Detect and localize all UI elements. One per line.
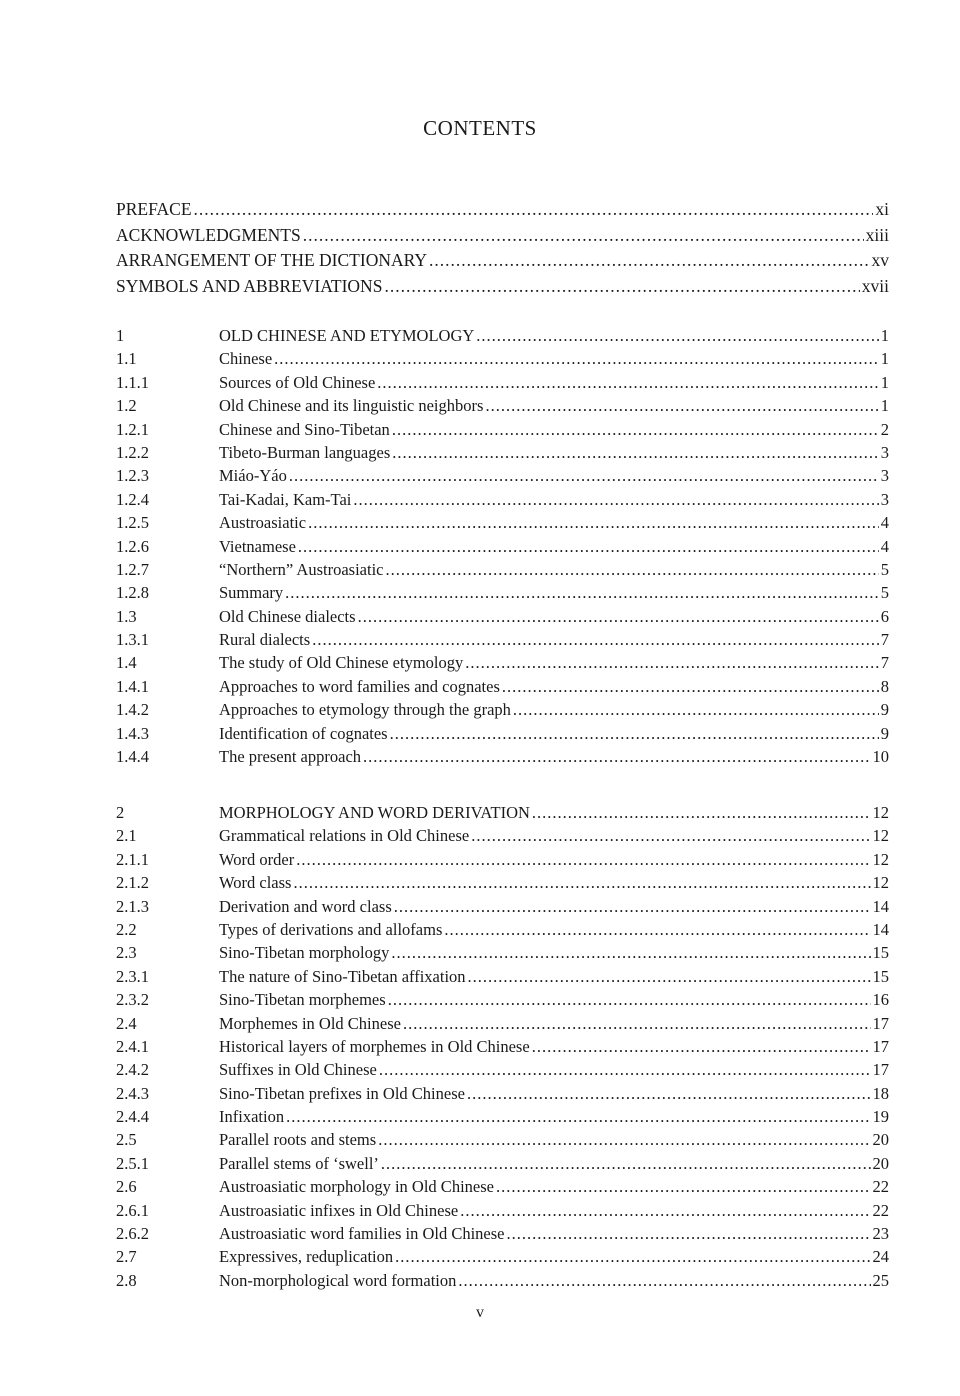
toc-entry-number: 1.2.5 bbox=[116, 513, 149, 533]
toc-entry[interactable] bbox=[116, 826, 889, 849]
toc-entry-label: Chinese bbox=[219, 349, 273, 369]
toc-entry-page: 19 bbox=[872, 1107, 889, 1127]
toc-entry-page: 6 bbox=[880, 606, 889, 626]
toc-entry-label: Sino-Tibetan prefixes in Old Chinese bbox=[219, 1083, 465, 1103]
toc-entry-label: Morphemes in Old Chinese bbox=[219, 1013, 401, 1033]
toc-entry-label: Sino-Tibetan morphology bbox=[219, 943, 390, 963]
toc-entry[interactable] bbox=[116, 1247, 889, 1270]
toc-entry[interactable] bbox=[116, 700, 889, 723]
toc-entry-page: 15 bbox=[872, 966, 889, 986]
dot-leader bbox=[394, 897, 871, 917]
dot-leader bbox=[303, 225, 864, 246]
toc-entry-number: 2.3 bbox=[116, 943, 137, 963]
toc-entry-label: The study of Old Chinese etymology bbox=[219, 653, 464, 673]
front-matter-list bbox=[116, 199, 889, 301]
toc-entry-number: 2.2 bbox=[116, 919, 137, 939]
toc-entry[interactable] bbox=[116, 630, 889, 653]
dot-leader bbox=[468, 967, 871, 987]
toc-entry-page: 9 bbox=[880, 723, 889, 743]
dot-leader bbox=[395, 1247, 870, 1267]
toc-entry-label: Non-morphological word formation bbox=[219, 1270, 457, 1290]
toc-entry-number: 2.4.2 bbox=[116, 1060, 149, 1080]
toc-entry-label: MORPHOLOGY AND WORD DERIVATION bbox=[219, 803, 530, 822]
toc-entry[interactable] bbox=[116, 513, 889, 536]
dot-leader bbox=[377, 373, 878, 393]
dot-leader bbox=[388, 990, 871, 1010]
chapter-2-list bbox=[116, 803, 889, 1294]
dot-leader bbox=[476, 326, 878, 346]
toc-entry-number: 1.2 bbox=[116, 396, 137, 416]
toc-entry-page: 2 bbox=[880, 419, 889, 439]
toc-entry-label: OLD CHINESE AND ETYMOLOGY bbox=[219, 326, 475, 345]
toc-entry-label: Rural dialects bbox=[219, 630, 311, 650]
toc-entry-label: Word order bbox=[219, 849, 295, 869]
toc-entry-number: 2.4.4 bbox=[116, 1107, 149, 1127]
toc-entry-label: Types of derivations and allofams bbox=[219, 919, 443, 939]
dot-leader bbox=[532, 803, 871, 823]
toc-entry[interactable] bbox=[116, 1177, 889, 1200]
toc-entry-page: 3 bbox=[880, 442, 889, 462]
dot-leader bbox=[467, 1084, 871, 1104]
dot-leader bbox=[485, 396, 878, 416]
toc-entry[interactable] bbox=[116, 920, 889, 943]
toc-entry-label: Austroasiatic infixes in Old Chinese bbox=[219, 1200, 459, 1220]
toc-entry[interactable] bbox=[116, 724, 889, 747]
dot-leader bbox=[465, 653, 878, 673]
toc-entry-label: Historical layers of morphemes in Old Chinese bbox=[219, 1036, 530, 1056]
toc-entry-number: 1.4 bbox=[116, 653, 137, 673]
toc-entry-page: 17 bbox=[872, 1013, 889, 1033]
toc-entry-number: 2.3.2 bbox=[116, 990, 149, 1010]
toc-entry-page: 7 bbox=[880, 653, 889, 673]
toc-entry-number: 2.4.1 bbox=[116, 1036, 149, 1056]
toc-entry-page: 5 bbox=[880, 559, 889, 579]
toc-entry-page: 14 bbox=[872, 919, 889, 939]
toc-entry-page: 1 bbox=[880, 326, 889, 345]
toc-entry-page: xv bbox=[871, 250, 889, 270]
dot-leader bbox=[502, 677, 879, 697]
dot-leader bbox=[312, 630, 879, 650]
toc-entry-page: 10 bbox=[872, 747, 889, 767]
toc-entry-number: 1.3 bbox=[116, 606, 137, 626]
toc-entry-number: 1.2.1 bbox=[116, 419, 149, 439]
dot-leader bbox=[392, 420, 879, 440]
toc-entry-page: 15 bbox=[872, 943, 889, 963]
toc-entry-label: Expressives, reduplication bbox=[219, 1247, 394, 1267]
dot-leader bbox=[460, 1201, 870, 1221]
toc-entry-label: Word class bbox=[219, 873, 292, 893]
toc-entry-page: 12 bbox=[872, 826, 889, 846]
toc-entry-label: Approaches to etymology through the graph bbox=[219, 700, 511, 720]
toc-entry-label: PREFACE bbox=[116, 199, 192, 219]
toc-entry-page: 24 bbox=[872, 1247, 889, 1267]
toc-entry[interactable] bbox=[116, 990, 889, 1013]
toc-entry[interactable] bbox=[116, 225, 889, 251]
toc-entry[interactable] bbox=[116, 199, 889, 225]
toc-entry-label: Infixation bbox=[219, 1107, 285, 1127]
toc-entry-number: 2.1.1 bbox=[116, 849, 149, 869]
toc-entry-number: 1 bbox=[116, 326, 125, 345]
toc-entry[interactable] bbox=[116, 1084, 889, 1107]
dot-leader bbox=[458, 1271, 870, 1291]
toc-entry-page: 9 bbox=[880, 700, 889, 720]
toc-entry[interactable] bbox=[116, 373, 889, 396]
dot-leader bbox=[298, 537, 879, 557]
toc-entry[interactable] bbox=[116, 250, 889, 276]
toc-entry-number: 1.4.4 bbox=[116, 747, 149, 767]
toc-entry-number: 1.2.7 bbox=[116, 559, 149, 579]
toc-entry[interactable] bbox=[116, 967, 889, 990]
toc-entry-label: Sources of Old Chinese bbox=[219, 372, 376, 392]
toc-entry-number: 2.1.3 bbox=[116, 896, 149, 916]
toc-entry-page: 12 bbox=[872, 803, 889, 822]
toc-entry[interactable] bbox=[116, 396, 889, 419]
toc-entry-number: 2.6.1 bbox=[116, 1200, 149, 1220]
toc-entry-number: 2.1 bbox=[116, 826, 137, 846]
dot-leader bbox=[286, 1107, 870, 1127]
dot-leader bbox=[353, 490, 878, 510]
toc-entry-page: 4 bbox=[880, 536, 889, 556]
dot-leader bbox=[532, 1037, 871, 1057]
toc-entry-page: 1 bbox=[880, 372, 889, 392]
toc-entry-page: 22 bbox=[872, 1177, 889, 1197]
dot-leader bbox=[274, 349, 879, 369]
toc-entry-number: 2.3.1 bbox=[116, 966, 149, 986]
toc-entry-label: Old Chinese and its linguistic neighbors bbox=[219, 396, 484, 416]
chapter-1-list bbox=[116, 326, 889, 770]
toc-entry-number: 2.4.3 bbox=[116, 1083, 149, 1103]
toc-entry-page: 1 bbox=[880, 349, 889, 369]
toc-entry[interactable] bbox=[116, 1037, 889, 1060]
dot-leader bbox=[392, 443, 879, 463]
toc-entry-label: “Northern” Austroasiatic bbox=[219, 559, 384, 579]
toc-entry[interactable] bbox=[116, 583, 889, 606]
toc-entry[interactable] bbox=[116, 897, 889, 920]
toc-entry-label: Miáo-Yáo bbox=[219, 466, 287, 486]
toc-entry[interactable] bbox=[116, 1224, 889, 1247]
toc-entry-page: 18 bbox=[872, 1083, 889, 1103]
toc-entry-number: 2.6.2 bbox=[116, 1224, 149, 1244]
toc-entry-label: Tai-Kadai, Kam-Tai bbox=[219, 489, 352, 509]
dot-leader bbox=[391, 943, 870, 963]
toc-entry-number: 1.1.1 bbox=[116, 372, 149, 392]
toc-entry[interactable] bbox=[116, 349, 889, 372]
dot-leader bbox=[293, 873, 870, 893]
dot-leader bbox=[363, 747, 870, 767]
dot-leader bbox=[513, 700, 879, 720]
toc-entry-page: 14 bbox=[872, 896, 889, 916]
toc-entry[interactable] bbox=[116, 747, 889, 770]
toc-entry-page: 5 bbox=[880, 583, 889, 603]
toc-entry-label: ARRANGEMENT OF THE DICTIONARY bbox=[116, 250, 427, 270]
page-title: CONTENTS bbox=[423, 116, 537, 140]
toc-entry-label: The nature of Sino-Tibetan affixation bbox=[219, 966, 466, 986]
toc-entry-label: Derivation and word class bbox=[219, 896, 392, 916]
toc-entry-page: 20 bbox=[872, 1130, 889, 1150]
toc-entry-label: Sino-Tibetan morphemes bbox=[219, 990, 386, 1010]
toc-entry-number: 1.2.3 bbox=[116, 466, 149, 486]
toc-entry-label: Approaches to word families and cognates bbox=[219, 676, 500, 696]
toc-entry-page: 20 bbox=[872, 1153, 889, 1173]
toc-entry-page: 7 bbox=[880, 630, 889, 650]
toc-entry-number: 1.1 bbox=[116, 349, 137, 369]
toc-entry[interactable] bbox=[116, 943, 889, 966]
toc-entry-label: Suffixes in Old Chinese bbox=[219, 1060, 377, 1080]
toc-entry[interactable] bbox=[116, 1130, 889, 1153]
toc-entry-label: Tibeto-Burman languages bbox=[219, 442, 391, 462]
dot-leader bbox=[403, 1014, 871, 1034]
toc-entry[interactable] bbox=[116, 420, 889, 443]
toc-entry-page: 12 bbox=[872, 849, 889, 869]
dot-leader bbox=[289, 466, 879, 486]
toc-entry[interactable] bbox=[116, 607, 889, 630]
toc-entry-label: SYMBOLS AND ABBREVIATIONS bbox=[116, 275, 383, 296]
dot-leader bbox=[308, 513, 879, 533]
toc-entry-number: 1.4.3 bbox=[116, 723, 149, 743]
dot-leader bbox=[507, 1224, 871, 1244]
toc-entry-number: 1.2.6 bbox=[116, 536, 149, 556]
dot-leader bbox=[384, 276, 859, 297]
dot-leader bbox=[358, 607, 879, 627]
dot-leader bbox=[385, 560, 878, 580]
toc-entry-page: 23 bbox=[872, 1224, 889, 1244]
toc-entry-page: 4 bbox=[880, 513, 889, 533]
toc-entry-number: 1.2.8 bbox=[116, 583, 149, 603]
toc-entry-number: 2 bbox=[116, 803, 125, 822]
dot-leader bbox=[496, 1177, 871, 1197]
toc-entry-number: 2.5 bbox=[116, 1130, 137, 1150]
toc-entry[interactable] bbox=[116, 326, 889, 349]
toc-entry[interactable] bbox=[116, 1271, 889, 1294]
toc-entry[interactable] bbox=[116, 677, 889, 700]
toc-entry-number: 1.2.4 bbox=[116, 489, 149, 509]
toc-entry-label: Parallel roots and stems bbox=[219, 1130, 377, 1150]
toc-entry-label: Vietnamese bbox=[219, 536, 296, 556]
toc-entry[interactable] bbox=[116, 1014, 889, 1037]
toc-entry-page: 17 bbox=[872, 1036, 889, 1056]
toc-entry[interactable] bbox=[116, 1201, 889, 1224]
toc-entry-page: 22 bbox=[872, 1200, 889, 1220]
toc-entry-label: Austroasiatic word families in Old Chinese bbox=[219, 1224, 505, 1244]
toc-entry-number: 2.5.1 bbox=[116, 1153, 149, 1173]
toc-entry[interactable] bbox=[116, 276, 889, 302]
toc-entry[interactable] bbox=[116, 466, 889, 489]
dot-leader bbox=[285, 583, 879, 603]
toc-entry[interactable] bbox=[116, 443, 889, 466]
toc-entry[interactable] bbox=[116, 560, 889, 583]
toc-entry-page: 25 bbox=[872, 1270, 889, 1290]
toc-entry-number: 2.6 bbox=[116, 1177, 137, 1197]
dot-leader bbox=[471, 826, 870, 846]
toc-entry-page: 3 bbox=[880, 466, 889, 486]
toc-entry-number: 1.3.1 bbox=[116, 630, 149, 650]
toc-entry-page: 12 bbox=[872, 873, 889, 893]
toc-entry[interactable] bbox=[116, 1154, 889, 1177]
toc-entry-number: 1.4.1 bbox=[116, 676, 149, 696]
dot-leader bbox=[390, 724, 879, 744]
toc-entry-number: 2.7 bbox=[116, 1247, 137, 1267]
toc-entry-page: xi bbox=[875, 199, 889, 219]
dot-leader bbox=[378, 1130, 870, 1150]
dot-leader bbox=[444, 920, 870, 940]
toc-entry[interactable] bbox=[116, 653, 889, 676]
toc-entry-number: 2.8 bbox=[116, 1270, 137, 1290]
toc-entry-label: The present approach bbox=[219, 747, 362, 767]
toc-entry-page: 8 bbox=[880, 676, 889, 696]
dot-leader bbox=[429, 250, 870, 271]
toc-entry[interactable] bbox=[116, 1060, 889, 1083]
toc-entry-number: 2.1.2 bbox=[116, 873, 149, 893]
toc-entry[interactable] bbox=[116, 803, 889, 826]
toc-entry-label: Austroasiatic bbox=[219, 513, 307, 533]
toc-entry-label: Austroasiatic morphology in Old Chinese bbox=[219, 1177, 494, 1197]
toc-entry-page: xvii bbox=[861, 275, 889, 296]
toc-entry-label: Old Chinese dialects bbox=[219, 606, 356, 626]
toc-entry-label: Grammatical relations in Old Chinese bbox=[219, 826, 470, 846]
toc-entry[interactable] bbox=[116, 850, 889, 873]
toc-entry-number: 2.4 bbox=[116, 1013, 137, 1033]
toc-entry-label: Summary bbox=[219, 583, 284, 603]
toc-entry-number: 1.4.2 bbox=[116, 700, 149, 720]
toc-entry[interactable] bbox=[116, 537, 889, 560]
toc-entry-page: 16 bbox=[872, 990, 889, 1010]
toc-entry-label: Identification of cognates bbox=[219, 723, 388, 743]
toc-entry-number: 1.2.2 bbox=[116, 442, 149, 462]
toc-entry-page: 1 bbox=[880, 396, 889, 416]
toc-entry[interactable] bbox=[116, 1107, 889, 1130]
toc-entry[interactable] bbox=[116, 873, 889, 896]
toc-entry-page: 3 bbox=[880, 489, 889, 509]
toc-entry[interactable] bbox=[116, 490, 889, 513]
dot-leader bbox=[194, 199, 874, 220]
toc-entry-page: 17 bbox=[872, 1060, 889, 1080]
toc-entry-label: Chinese and Sino-Tibetan bbox=[219, 419, 390, 439]
dot-leader bbox=[381, 1154, 871, 1174]
dot-leader bbox=[379, 1060, 871, 1080]
page-number: v bbox=[476, 1304, 484, 1321]
toc-entry-label: Parallel stems of ‘swell’ bbox=[219, 1153, 379, 1173]
toc-entry-label: ACKNOWLEDGMENTS bbox=[116, 224, 301, 245]
toc-entry-page: xiii bbox=[865, 224, 889, 245]
dot-leader bbox=[296, 850, 870, 870]
